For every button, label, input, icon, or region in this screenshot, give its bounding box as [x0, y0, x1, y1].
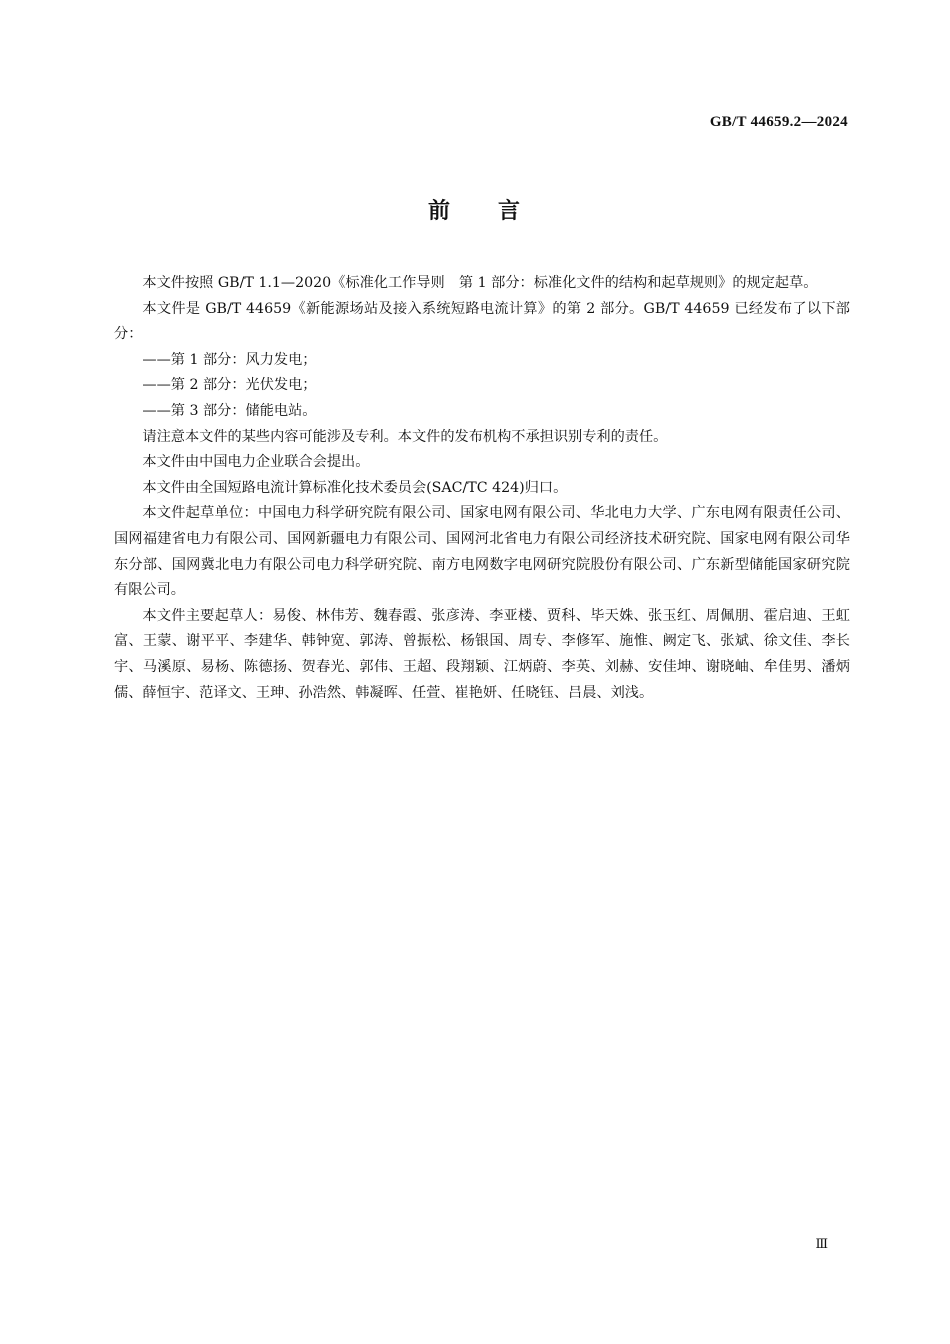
foreword-body [114, 271, 850, 706]
page-title-part2: 言 [498, 199, 523, 224]
paragraph-committee: 本文件由全国短路电流计算标准化技术委员会(SAC/TC 424)归口。 [142, 479, 568, 496]
list-item-part2: ——第 2 部分：光伏发电； [142, 377, 317, 394]
paragraph-drafting-units: 本文件起草单位：中国电力科学研究院有限公司、国家电网有限公司、华北电力大学、广东电网有限责任公司、国网福建省电力有限公司、国网新疆电力有限公司、国网河北省电力有限公司经济技术研究院、国家电网有限公司华东分部、国网冀北电力有限公司电力科学研究院、南方电网数字电网研究院股份有限公司、广东新型储能国家研究院有限公司。 [114, 505, 850, 599]
page-title [0, 194, 950, 225]
page-number: Ⅲ [815, 1236, 828, 1251]
paragraph-series-intro: 本文件是 GB/T 44659《新能源场站及接入系统短路电流计算》的第 2 部分。GB/T 44659 已经发布了以下部分： [114, 300, 850, 343]
page-title-part1: 前 [427, 199, 452, 224]
list-item-part3: ——第 3 部分：储能电站。 [142, 402, 317, 419]
list-item-part1: ——第 1 部分：风力发电； [142, 351, 317, 368]
paragraph-patent-notice: 请注意本文件的某些内容可能涉及专利。本文件的发布机构不承担识别专利的责任。 [142, 428, 668, 445]
paragraph-drafting-rules: 本文件按照 GB/T 1.1—2020《标准化工作导则 第 1 部分：标准化文件的结构和起草规则》的规定起草。 [142, 275, 818, 291]
paragraph-drafters: 本文件主要起草人：易俊、林伟芳、魏春霞、张彦涛、李亚楼、贾科、毕天姝、张玉红、周佩朋、霍启迪、王虹富、王蒙、谢平平、李建华、韩钟宽、郭涛、曾振松、杨银国、周专、李修军、施惟、阙定飞、张斌、徐文佳、李长宇、马溪原、易杨、陈德扬、贺春光、郭伟、王超、段翔颖、江炳蔚、李英、刘赫、安佳坤、谢晓岫、牟佳男、潘炳儒、薛恒宇、范译文、王珅、孙浩然、韩凝晖、任萱、崔艳妍、任晓钰、吕晨、刘浅。 [114, 607, 850, 701]
standard-id: GB/T 44659.2—2024 [709, 114, 848, 130]
paragraph-proposer: 本文件由中国电力企业联合会提出。 [142, 454, 370, 471]
